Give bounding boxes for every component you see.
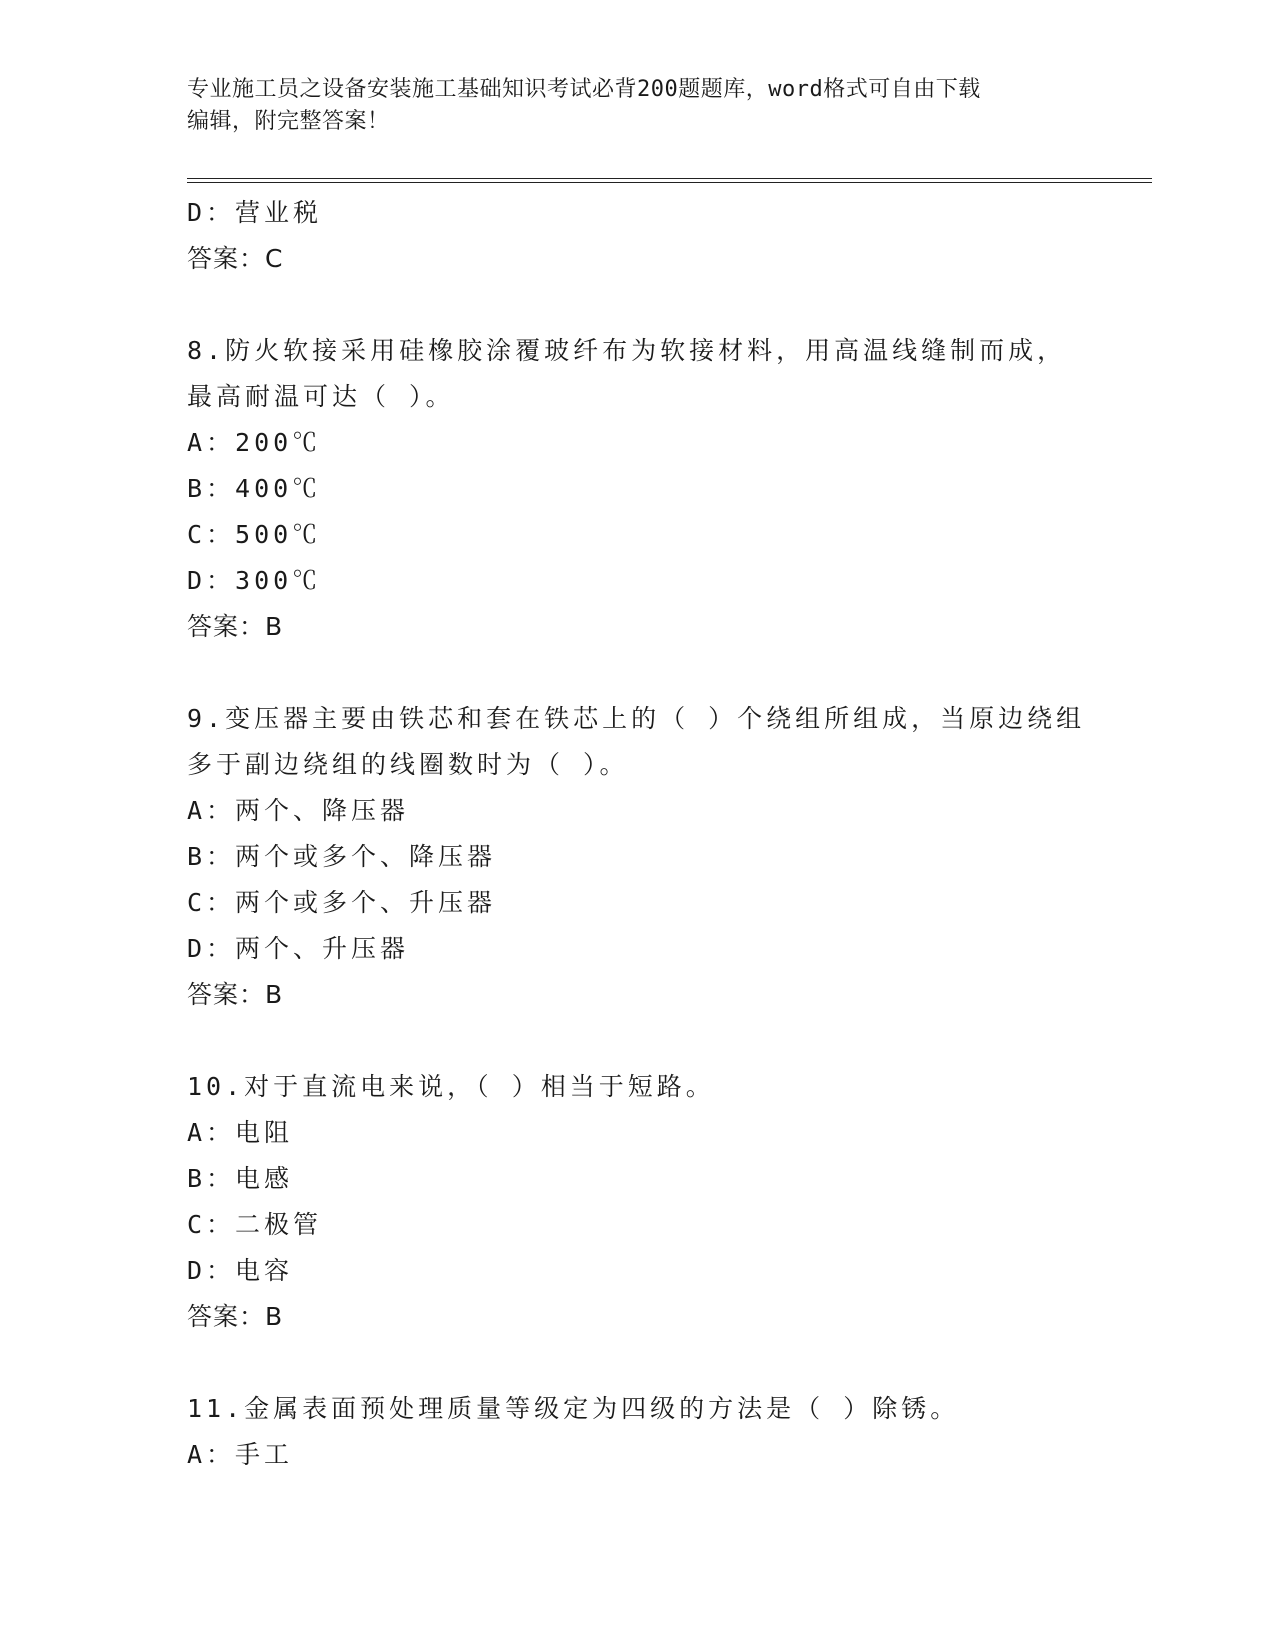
- spacer: [187, 650, 1152, 696]
- question-stem: 10.对于直流电来说，（ ）相当于短路。: [187, 1072, 715, 1101]
- prev-option-d: D：营业税: [187, 198, 323, 227]
- option-a: A：两个、降压器: [187, 796, 410, 825]
- header-double-rule: [187, 178, 1152, 183]
- option-c: C：两个或多个、升压器: [187, 888, 497, 917]
- question-9: [187, 696, 1152, 1018]
- page-header: [187, 74, 1087, 138]
- spacer: [187, 1018, 1152, 1064]
- answer: 答案：B: [187, 1302, 284, 1331]
- question-list: [187, 190, 1152, 1478]
- option-c: C：500℃: [187, 520, 322, 549]
- option-a: A：200℃: [187, 428, 322, 457]
- question-stem: 9.变压器主要由铁芯和套在铁芯上的（ ）个绕组所组成，当原边绕组: [187, 704, 1086, 733]
- question-11: [187, 1386, 1152, 1478]
- answer: 答案：B: [187, 980, 284, 1009]
- option-a: A：手工: [187, 1440, 294, 1469]
- option-d: D：300℃: [187, 566, 322, 595]
- option-d: D：两个、升压器: [187, 934, 410, 963]
- answer: 答案：B: [187, 612, 284, 641]
- question-stem-cont: 最高耐温可达（ ）。: [187, 382, 455, 411]
- option-d: D：电容: [187, 1256, 294, 1285]
- header-title-line-1: 专业施工员之设备安装施工基础知识考试必背200题题库，word格式可自由下载: [187, 77, 981, 102]
- question-stem: 11.金属表面预处理质量等级定为四级的方法是（ ）除锈。: [187, 1394, 960, 1423]
- question-stem-cont: 多于副边绕组的线圈数时为（ ）。: [187, 750, 629, 779]
- header-title-line-2: 编辑，附完整答案！: [187, 109, 390, 134]
- prev-answer: 答案：C: [187, 244, 284, 273]
- option-b: B：400℃: [187, 474, 322, 503]
- question-8: [187, 328, 1152, 650]
- option-c: C：二极管: [187, 1210, 323, 1239]
- question-10: [187, 1064, 1152, 1340]
- option-a: A：电阻: [187, 1118, 294, 1147]
- spacer: [187, 1340, 1152, 1386]
- option-b: B：电感: [187, 1164, 294, 1193]
- question-stem: 8.防火软接采用硅橡胶涂覆玻纤布为软接材料，用高温线缝制而成，: [187, 336, 1067, 365]
- spacer: [187, 282, 1152, 328]
- option-b: B：两个或多个、降压器: [187, 842, 497, 871]
